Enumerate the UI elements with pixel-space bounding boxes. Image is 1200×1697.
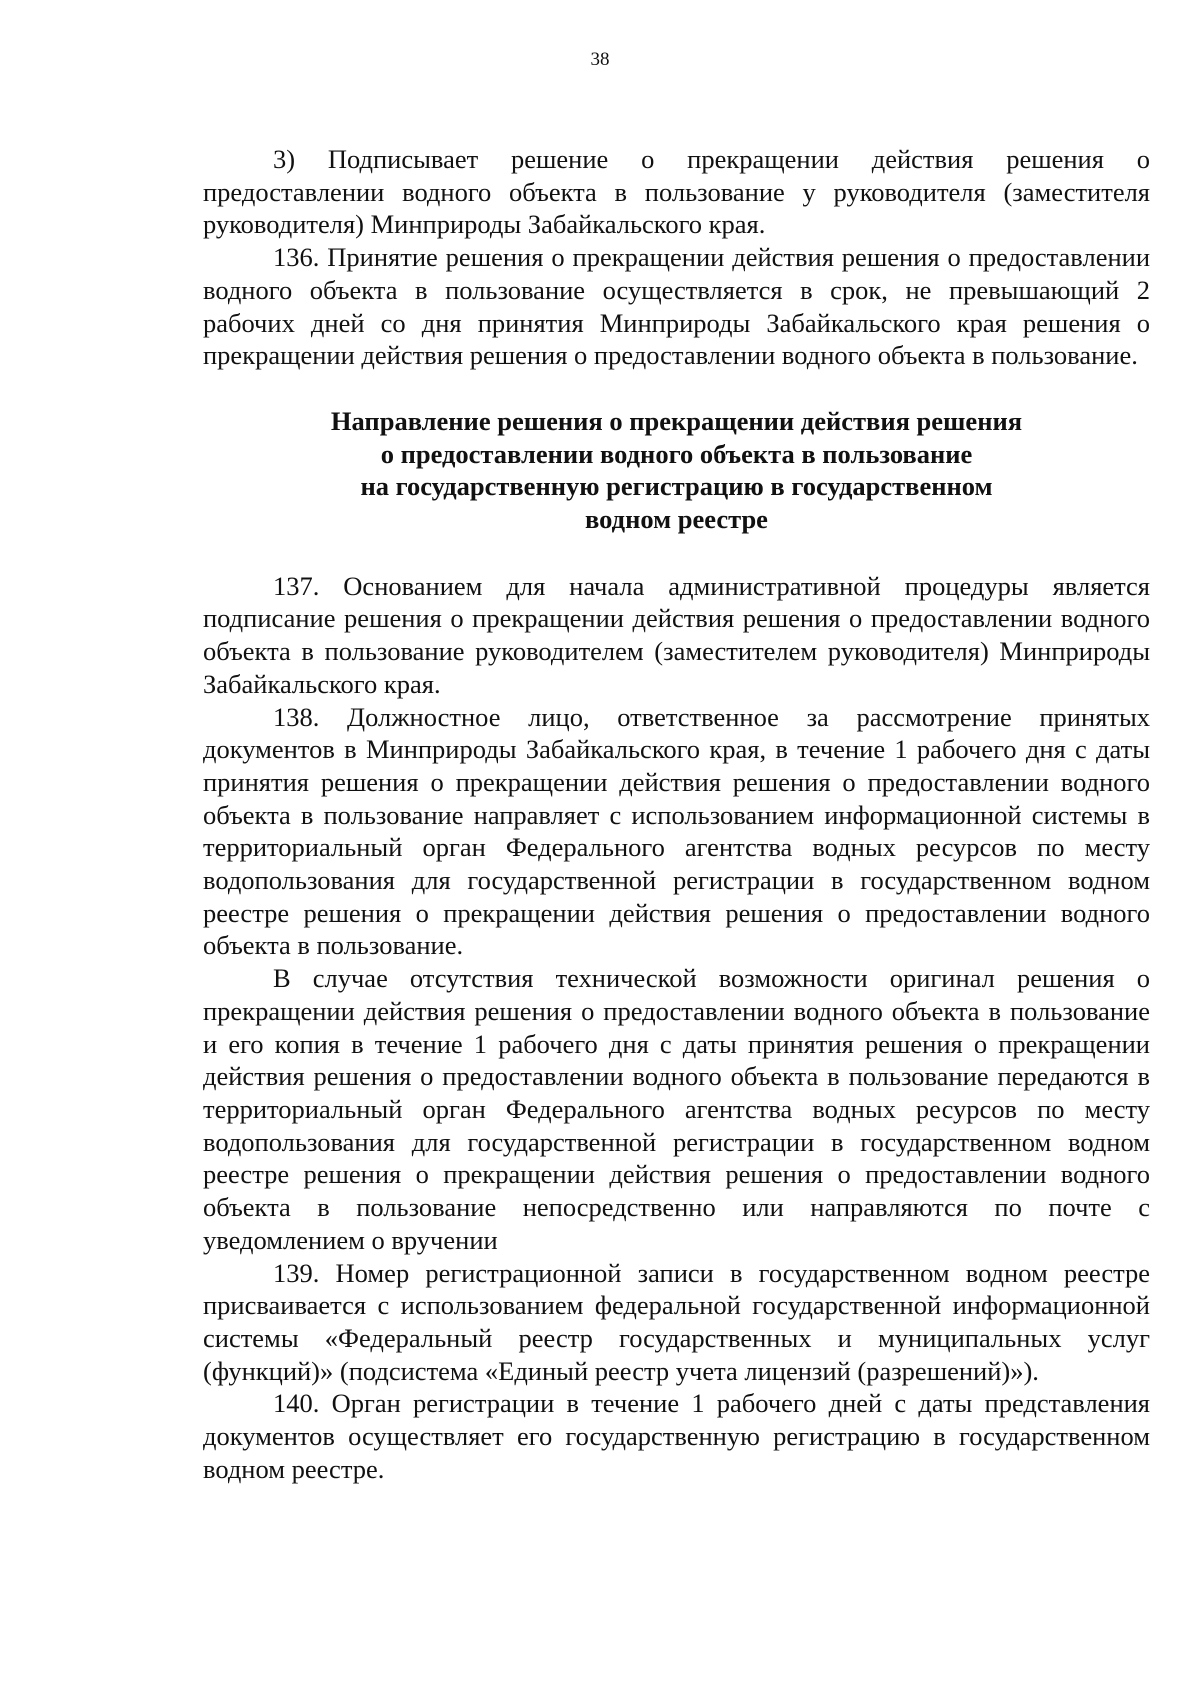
section-heading-line: Направление решения о прекращении действия решения — [330, 405, 1023, 436]
paragraph-137: 137. Основанием для начала административной процедуры является подписание решения о прекращении действия решения о предоставлении водного объекта в пользование руководителем (заместителем руководителя) Минприроды Забайкальского края. — [203, 570, 1150, 699]
page-number: 38 — [590, 49, 610, 70]
paragraph-136: 136. Принятие решения о прекращении действия решения о предоставлении водного объекта в пользование осуществляется в срок, не превышающий 2 рабочих дней со дня принятия Минприроды Забайкальского края решения о прекращении действия решения о предоставлении водного объекта в пользование. — [203, 242, 1150, 371]
paragraph-138: 138. Должностное лицо, ответственное за рассмотрение принятых документов в Минприроды Забайкальского края, в течение 1 рабочего дня с даты принятия решения о прекращении действия решения о предоставлении водного объекта в пользование направляет с использованием информационной системы в территориальный орган Федерального агентства водных ресурсов по месту водопользования для государственной регистрации в государственном водном реестре решения о прекращении действия решения о предоставлении водного объекта в пользование. — [203, 701, 1150, 961]
section-heading-line: на государственную регистрацию в государственном — [360, 471, 993, 502]
document-body — [203, 143, 1150, 1485]
paragraph-item-3: 3) Подписывает решение о прекращении действия решения о предоставлении водного объекта в пользование у руководителя (заместителя руководителя) Минприроды Забайкальского края. — [203, 144, 1150, 240]
section-heading-line: о предоставлении водного объекта в пользование — [380, 438, 973, 469]
section-heading-line: водном реестре — [585, 504, 768, 535]
paragraph-140: 140. Орган регистрации в течение 1 рабочего дней с даты представления документов осуществляет его государственную регистрацию в государственном водном реестре. — [203, 1388, 1150, 1484]
paragraph-138-continuation: В случае отсутствия технической возможности оригинал решения о прекращении действия решения о предоставлении водного объекта в пользование и его копия в течение 1 рабочего дня с даты принятия решения о прекращении действия решения о предоставлении водного объекта в пользование передаются в территориальный орган Федерального агентства водных ресурсов по месту водопользования для государственной регистрации в государственном водном реестре решения о прекращении действия решения о предоставлении водного объекта в пользование непосредственно или направляются по почте с уведомлением о вручении — [203, 963, 1150, 1255]
section-heading — [203, 405, 1150, 536]
paragraph-139: 139. Номер регистрационной записи в государственном водном реестре присваивается с использованием федеральной государственной информационной системы «Федеральный реестр государственных и муниципальных услуг (функций)» (подсистема «Единый реестр учета лицензий (разрешений)»). — [203, 1257, 1150, 1386]
